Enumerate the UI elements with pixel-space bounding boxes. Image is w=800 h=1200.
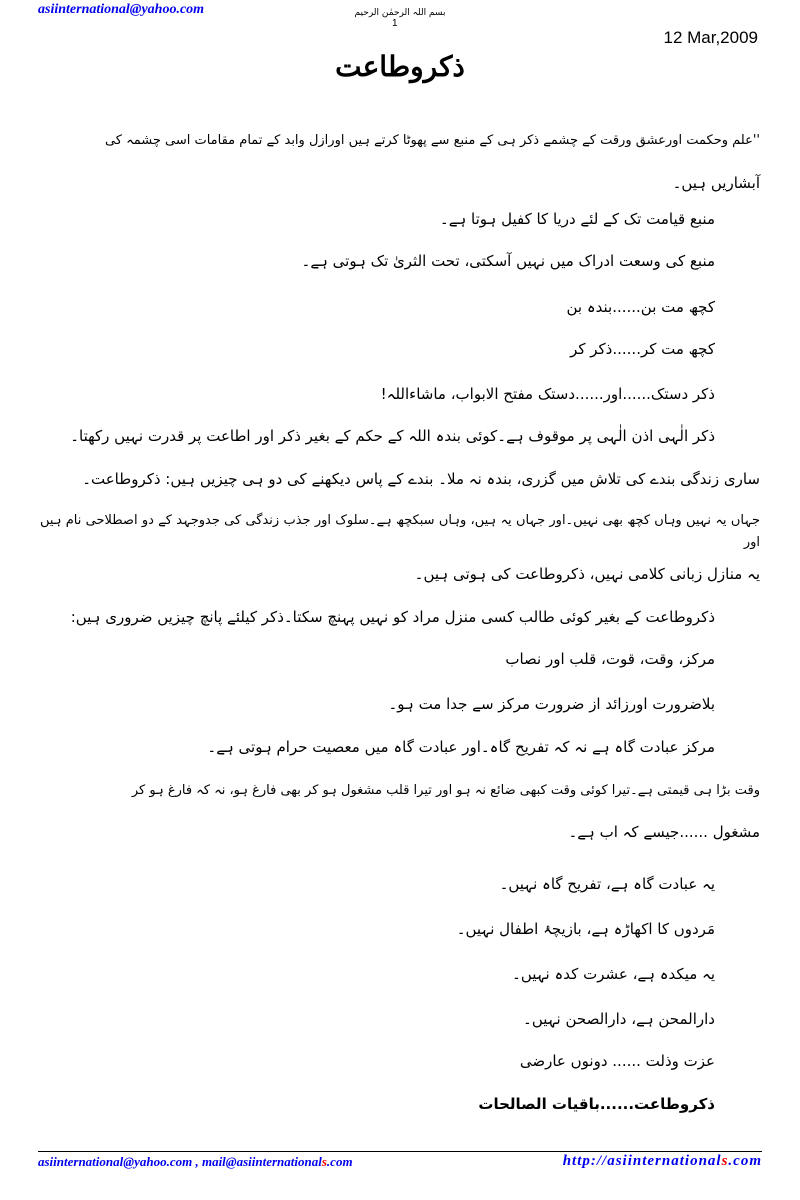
- footer-email-mail-link[interactable]: [202, 1154, 353, 1169]
- paragraph-line: عزت وذلت ...... دونوں عارضی: [519, 1052, 715, 1070]
- paragraph-line: کچھ مت بن......بندہ بن: [566, 298, 715, 316]
- paragraph-line: مرکز عبادت گاہ ہے نہ کہ تفریح گاہ۔اور عبادت گاہ میں معصیت حرام ہوتی ہے۔: [207, 738, 715, 756]
- footer-emails: [38, 1154, 353, 1170]
- email-prefix: mail@asiinternational: [201, 1154, 322, 1169]
- paragraph-line: یہ عبادت گاہ ہے، تفریح گاہ نہیں۔: [499, 875, 715, 893]
- paragraph-line: ذکروطاعت کے بغیر کوئی طالب کسی منزل مراد کو نہیں پہنچ سکتا۔ذکر کیلئے پانچ چیزیں ضروری ہیں:: [70, 608, 715, 626]
- paragraph-line: ذکر دستک......اور......دستک مفتح الابواب، ماشاءاللہ!: [380, 385, 715, 403]
- paragraph-line: مرکز، وقت، قوت، قلب اور نصاب: [505, 650, 715, 668]
- page-number: 1: [392, 18, 398, 29]
- paragraph-line: یہ منازل زبانی کلامی نہیں، ذکروطاعت کی ہوتی ہیں۔: [414, 565, 760, 583]
- footer-separator: ,: [192, 1154, 202, 1169]
- header-email-link[interactable]: asiinternational@yahoo.com: [38, 2, 205, 17]
- paragraph-line: وقت بڑا ہی قیمتی ہے۔تیرا کوئی وقت کبھی ضائع نہ ہو اور تیرا قلب مشغول ہو کر بھی فارغ ہو، نہ کہ فارغ ہو کر: [131, 783, 760, 798]
- document-title: ذکروطاعت: [335, 50, 465, 83]
- document-date: 12 Mar,2009: [663, 28, 758, 47]
- paragraph-line: ذکر الٰہی اذن الٰہی پر موقوف ہے۔کوئی بندہ اللہ کے حکم کے بغیر ذکر اور اطاعت پر قدرت نہیں رکھتا۔: [70, 427, 715, 445]
- footer-divider: [38, 1151, 762, 1152]
- email-suffix: .com: [326, 1154, 353, 1169]
- paragraph-line: منبع قیامت تک کے لئے دریا کا کفیل ہوتا ہے۔: [439, 210, 715, 228]
- footer-website-link[interactable]: [563, 1153, 762, 1170]
- paragraph-line: ذکروطاعت......باقیات الصالحات: [478, 1095, 715, 1113]
- footer-email-yahoo-link[interactable]: asiinternational@yahoo.com: [38, 1154, 193, 1169]
- bismillah-heading: بسم اللہ الرحمٰن الرحیم: [354, 8, 446, 18]
- paragraph-line: جہاں یہ نہیں وہاں کچھ بھی نہیں۔اور جہاں یہ ہیں، وہاں سبکچھ ہے۔سلوک اور جذب زندگی کی جدوجہد کے دو اصطلاحی نام ہیں اور: [40, 513, 760, 550]
- paragraph-line: دارالمحن ہے، دارالصحن نہیں۔: [523, 1010, 715, 1028]
- email-red-letter: s: [321, 1154, 327, 1169]
- paragraph-line: ساری زندگی بندے کی تلاش میں گزری، بندہ نہ ملا۔ بندے کے پاس دیکھنے کی دو ہی چیزیں ہیں: ذکروطاعت۔: [82, 470, 760, 488]
- url-red-letter: s: [721, 1153, 729, 1169]
- url-prefix: http://asiinternational: [562, 1153, 722, 1169]
- paragraph-line: ''علم وحکمت اورعشق ورقت کے چشمے ذکر ہی کے منبع سے پھوٹا کرتے ہیں اورازل وابد کے تمام مقامات اسی چشمہ کی: [104, 133, 760, 148]
- paragraph-line: منبع کی وسعت ادراک میں نہیں آسکتی، تحت الثریٰ تک ہوتی ہے۔: [301, 252, 715, 270]
- paragraph-line: آبشاریں ہیں۔: [672, 174, 760, 192]
- paragraph-line: مَردوں کا اکھاڑہ ہے، بازیچۂ اطفال نہیں۔: [456, 920, 715, 938]
- paragraph-line: یہ میکدہ ہے، عشرت کدہ نہیں۔: [512, 965, 715, 983]
- url-suffix: .com: [728, 1153, 762, 1169]
- paragraph-line: بلاضرورت اورزائد از ضرورت مرکز سے جدا مت ہو۔: [388, 695, 715, 713]
- paragraph-line: مشغول ......جیسے کہ اب ہے۔: [568, 823, 760, 841]
- paragraph-line: کچھ مت کر......ذکر کر: [570, 340, 715, 358]
